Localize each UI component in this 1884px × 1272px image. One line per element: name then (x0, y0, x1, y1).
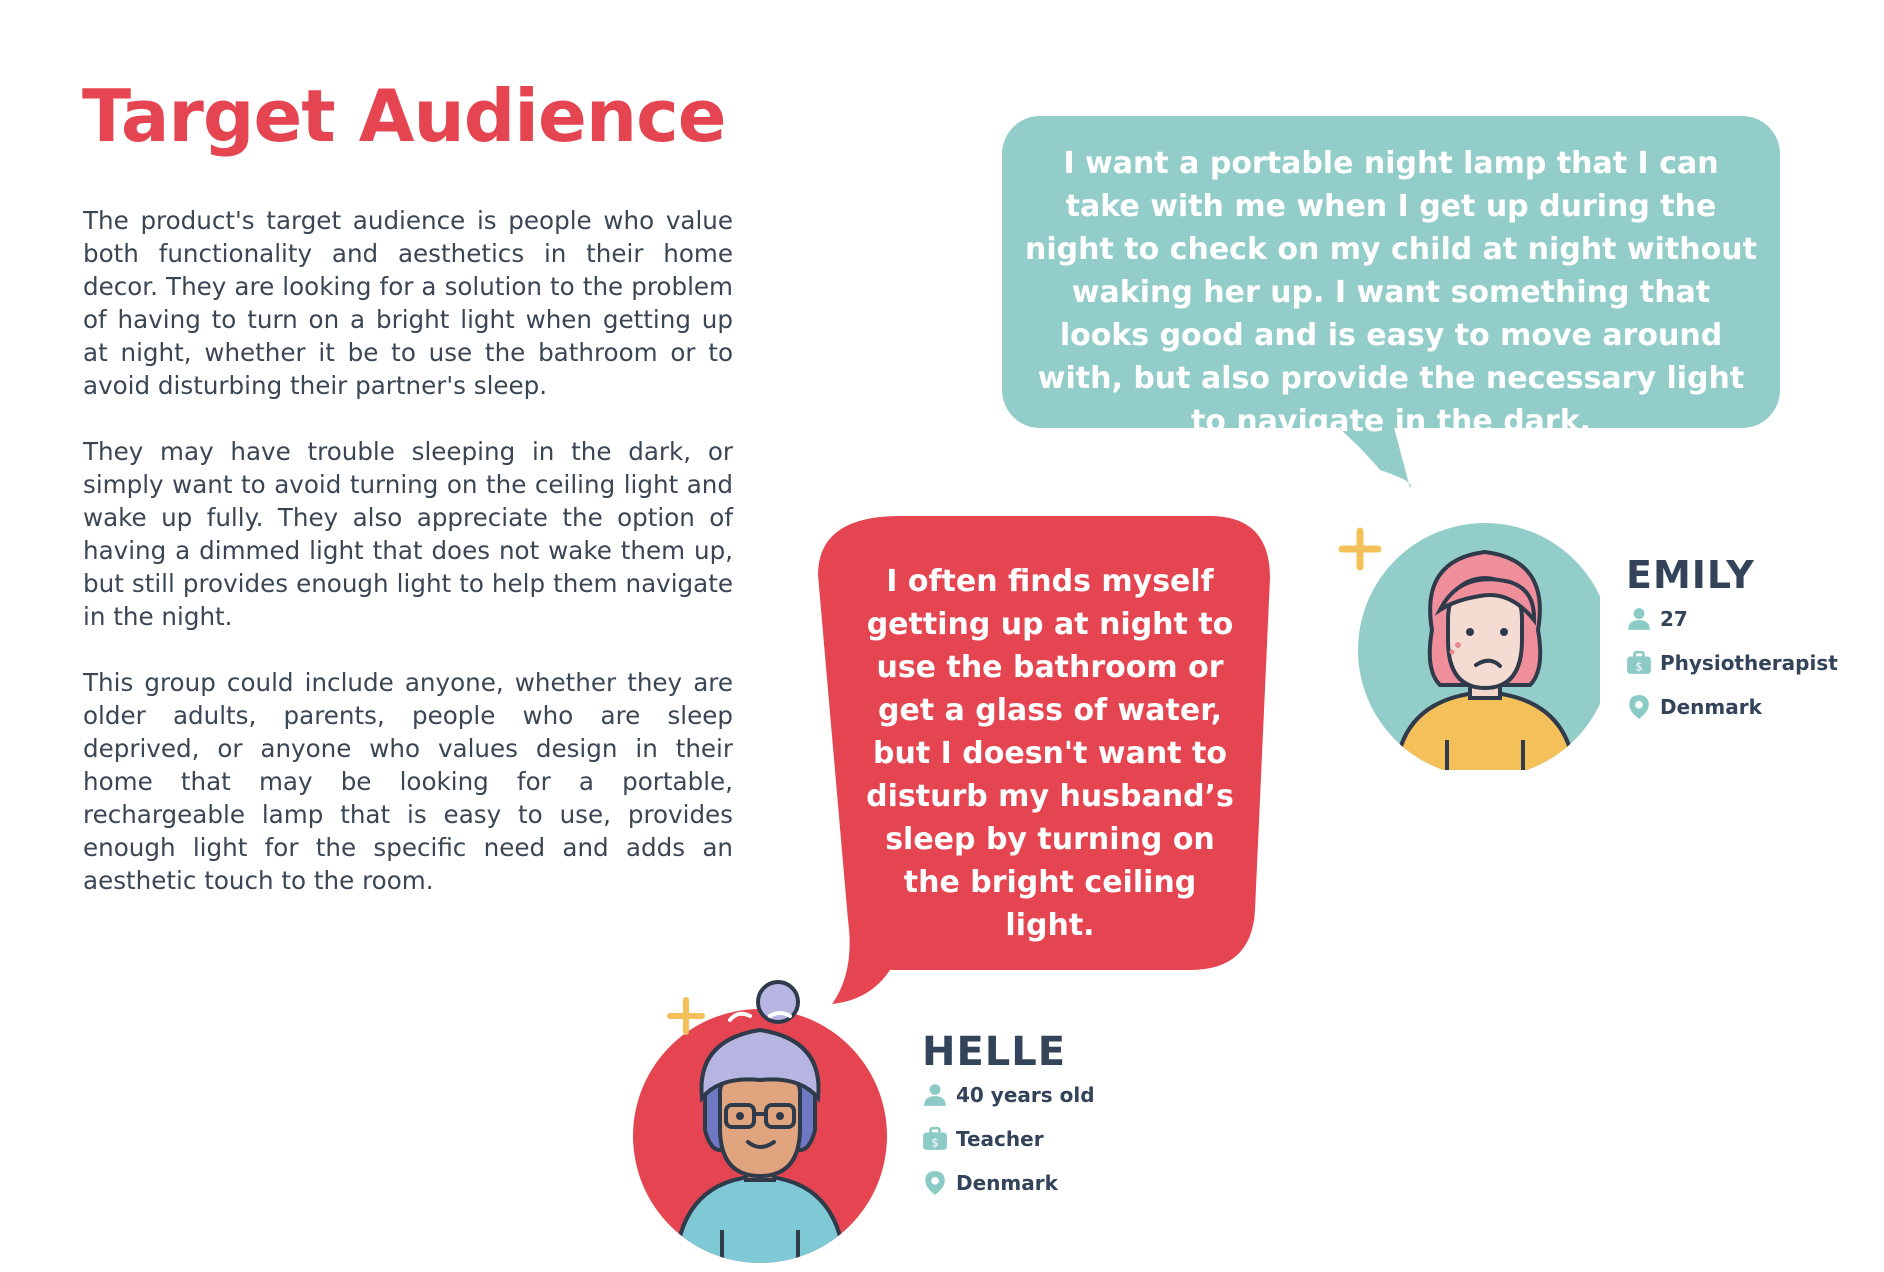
emily-location-row (1626, 694, 1762, 720)
paragraph-1: The product's target audience is people who value both functionality and aesthetics in their home decor. They are looking for a solution to the problem of having to turn on a bright light when getting up at night, whether it be to use the bathroom or to avoid disturbing their partner's sleep. (83, 206, 733, 400)
paragraph-3: This group could include anyone, whether they are older adults, parents, people who are sleep deprived, or anyone who values design in their home that may be looking for a portable, rechargeable lamp that is easy to use, provides enough light for the specific need and adds an aesthetic touch to the room. (83, 668, 733, 895)
svg-text:$: $ (931, 1135, 939, 1150)
helle-quote: I often finds myself getting up at night to use the bathroom or get a glass of water, but I doesn't want to disturb my husband’s sleep by turning on the bright ceiling light. (866, 564, 1234, 943)
emily-name: EMILY (1626, 553, 1755, 597)
helle-name: HELLE (922, 1029, 1067, 1075)
location-pin-icon (922, 1170, 948, 1196)
helle-occupation: Teacher (956, 1127, 1044, 1151)
emily-age: 27 (1660, 607, 1688, 631)
emily-occupation-row (1626, 650, 1838, 676)
plus-sparkle-icon (666, 996, 706, 1036)
emily-age-row (1626, 606, 1688, 632)
page-title: Target Audience (82, 74, 726, 158)
helle-age: 40 years old (956, 1083, 1095, 1107)
briefcase-icon (922, 1126, 948, 1152)
paragraph-2: They may have trouble sleeping in the dark, or simply want to avoid turning on the ceiling light and wake up fully. They also appreciate the option of having a dimmed light that does not wake them up, but still provides enough light to help them navigate in the night. (83, 437, 733, 631)
emily-occupation: Physiotherapist (1660, 651, 1838, 675)
svg-text:$: $ (1635, 659, 1643, 674)
plus-sparkle-icon (1338, 527, 1382, 571)
emily-quote: I want a portable night lamp that I can take with me when I get up during the night to check on my child at night without waking her up. I want something that looks good and is easy to move around with, but also provide the necessary light to navigate in the dark. (1025, 146, 1757, 439)
emily-location: Denmark (1660, 695, 1762, 719)
location-pin-icon (1626, 694, 1652, 720)
helle-age-row (922, 1082, 1095, 1108)
helle-location-row (922, 1170, 1058, 1196)
helle-occupation-row (922, 1126, 1044, 1152)
person-icon (922, 1082, 948, 1108)
helle-location: Denmark (956, 1171, 1058, 1195)
briefcase-icon (1626, 650, 1652, 676)
person-icon (1626, 606, 1652, 632)
